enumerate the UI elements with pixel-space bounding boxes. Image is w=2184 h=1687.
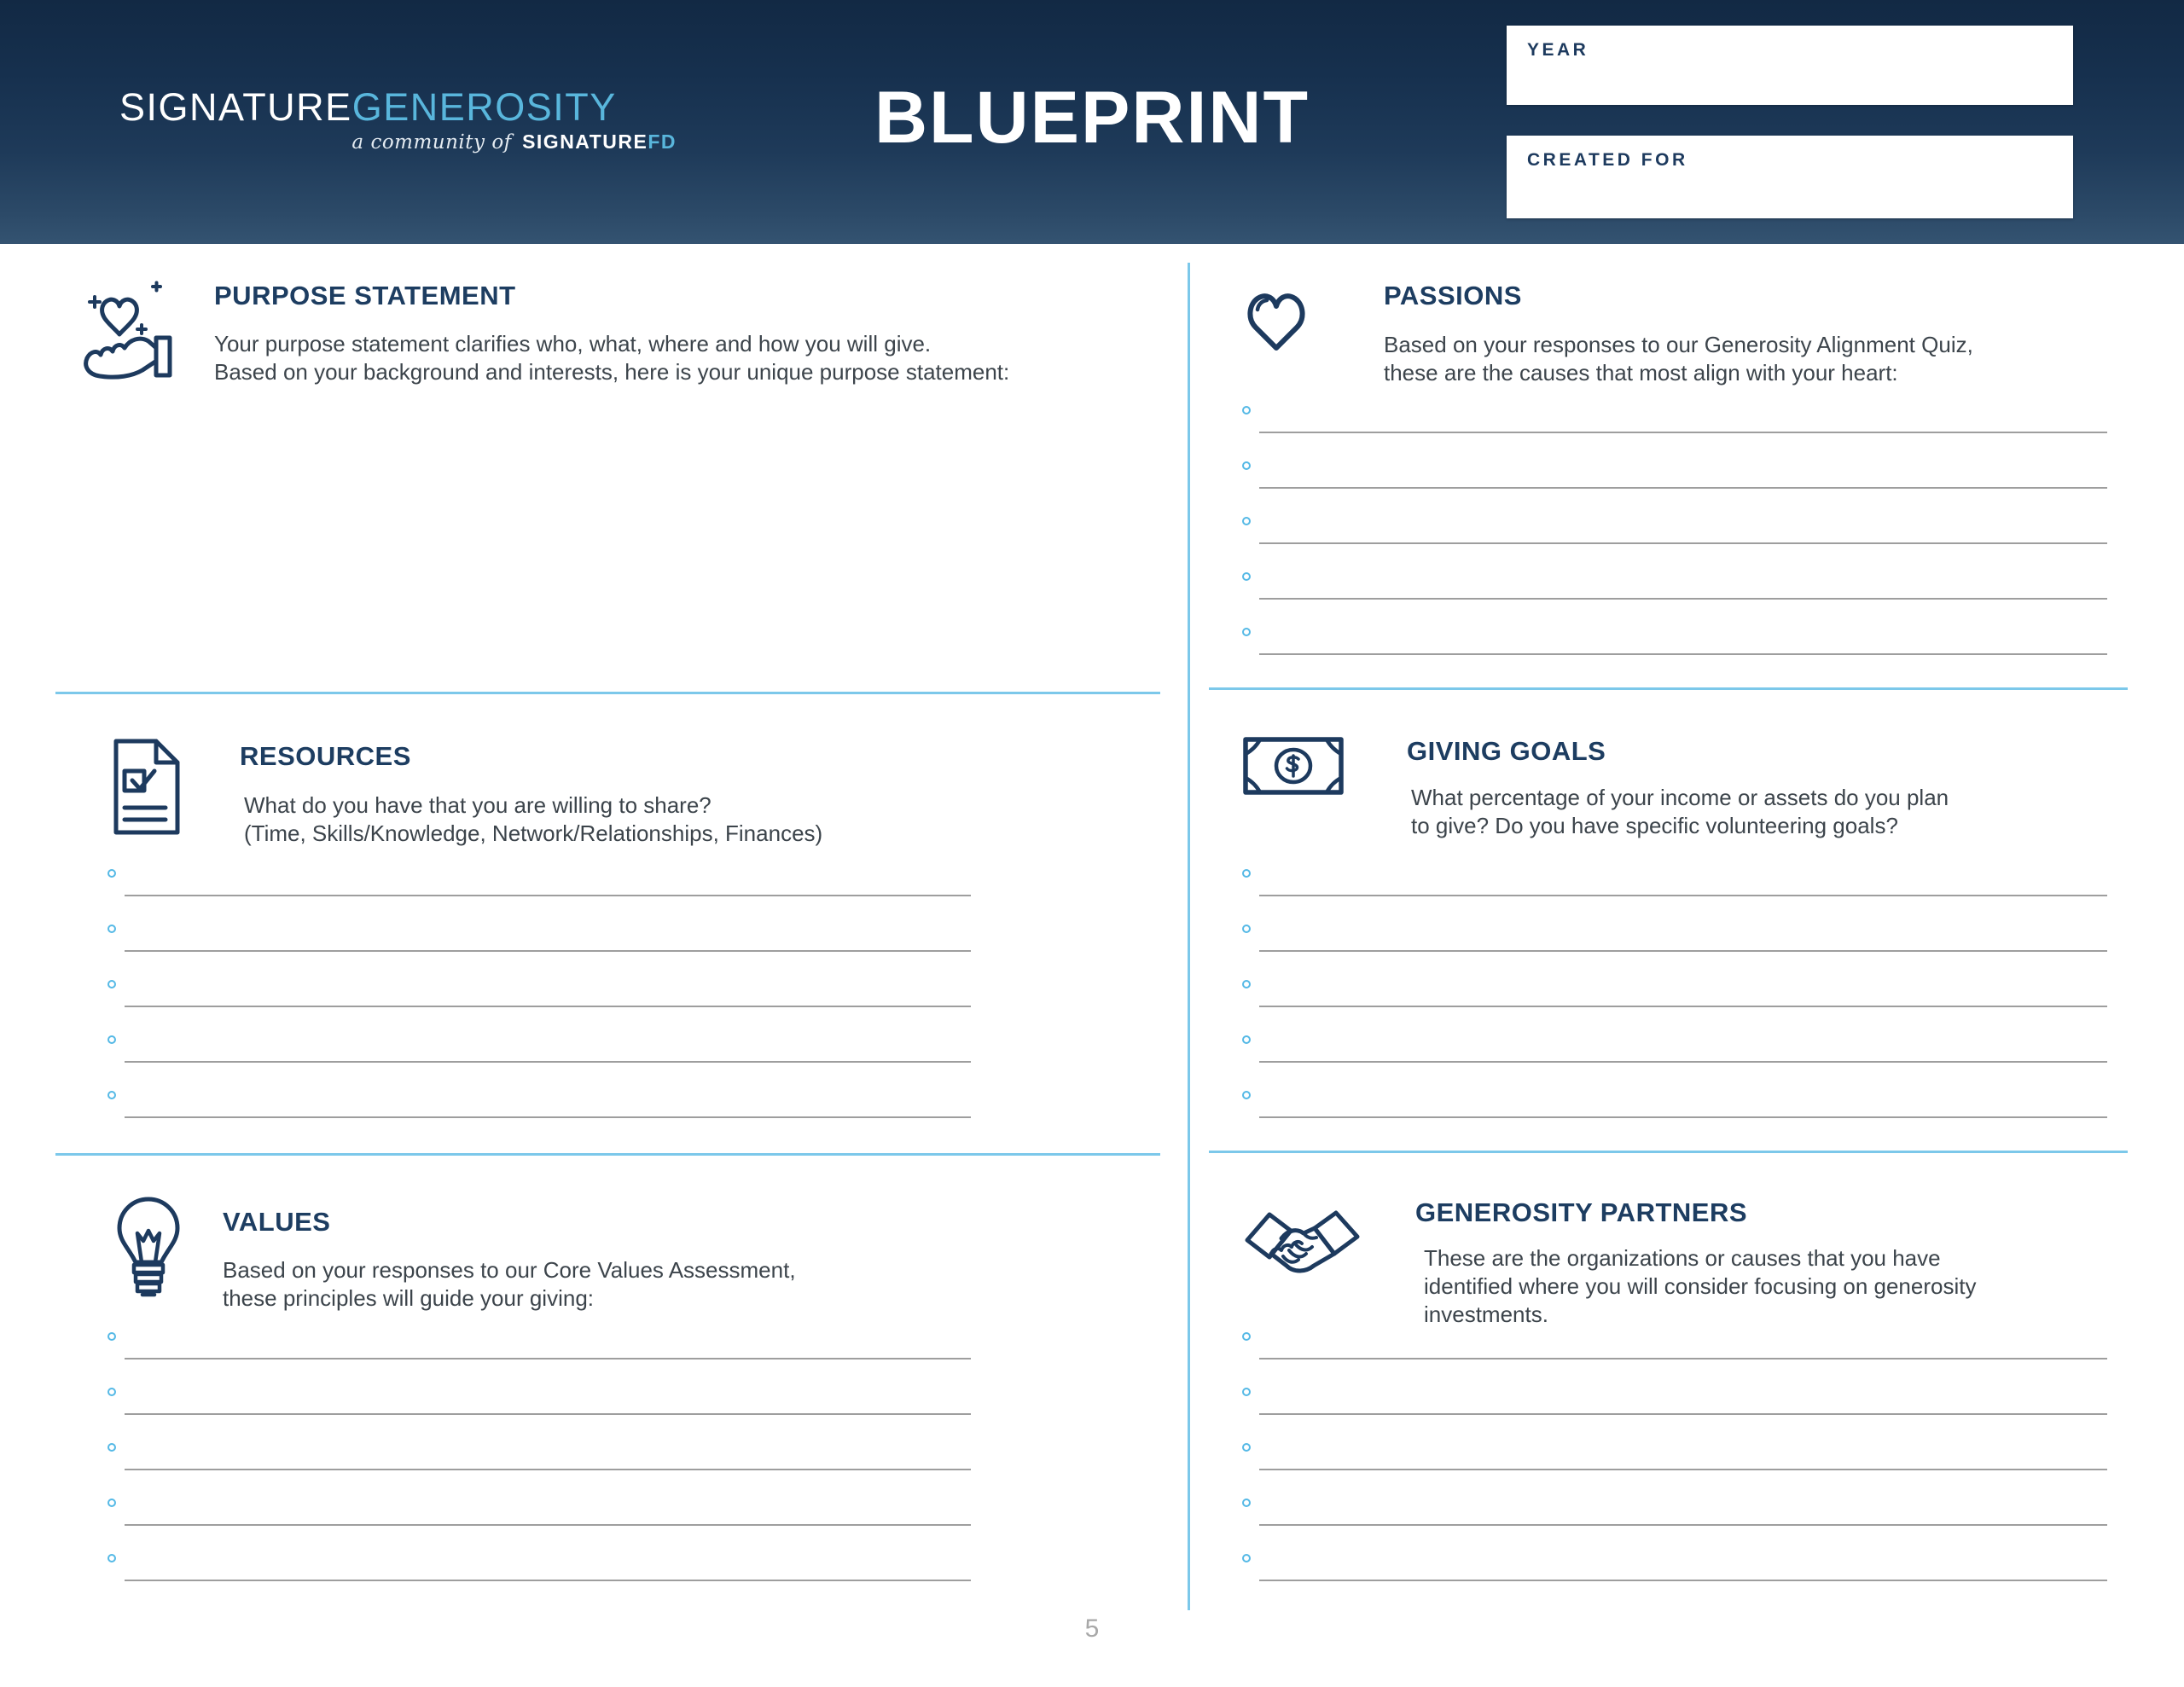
section-description [244, 791, 822, 848]
blank-rule [1259, 1116, 2107, 1118]
description-line: these principles will guide your giving: [223, 1285, 595, 1311]
bullet-ring-icon [1242, 517, 1251, 525]
left-divider-1 [55, 692, 1160, 694]
blank-rule [1259, 895, 2107, 896]
section-title: PURPOSE STATEMENT [214, 281, 516, 310]
section-description [1411, 784, 1949, 840]
blank-rule [1259, 1469, 2107, 1470]
left-divider-2 [55, 1153, 1160, 1156]
blank-rule [125, 950, 971, 952]
section-description [214, 330, 1009, 386]
bullet-ring-icon [1242, 980, 1251, 988]
description-line: to give? Do you have specific volunteering goals? [1411, 813, 1898, 838]
bullet-ring-icon [107, 980, 116, 988]
bullet-ring-icon [1242, 925, 1251, 933]
section-description [223, 1256, 796, 1313]
blank-rule [1259, 1358, 2107, 1359]
blank-rule [1259, 542, 2107, 544]
bullet-ring-icon [1242, 461, 1251, 470]
description-line: Based on your responses to our Generosity Alignment Quiz, [1384, 332, 1973, 357]
bullet-ring-icon [1242, 1388, 1251, 1396]
section-description [1384, 331, 1973, 387]
bullet-ring-icon [107, 1035, 116, 1044]
bullet-ring-icon [1242, 1332, 1251, 1341]
bullet-ring-icon [1242, 572, 1251, 581]
brand-logo-primary: SIGNATURE [119, 85, 352, 129]
bullet-ring-icon [1242, 869, 1251, 878]
blank-rule [125, 1116, 971, 1118]
blank-rule [1259, 653, 2107, 655]
bullet-ring-icon [107, 925, 116, 933]
blank-rule [125, 1006, 971, 1007]
section-title: VALUES [223, 1207, 331, 1237]
tagline-prefix: a community of [351, 131, 512, 154]
section-title: GIVING GOALS [1407, 736, 1606, 766]
description-line: these are the causes that most align with your heart: [1384, 360, 1898, 386]
tagline-accent: FD [648, 130, 677, 153]
description-line: What do you have that you are willing to share? [244, 792, 712, 818]
header-banner [0, 0, 2184, 244]
section-description [1424, 1244, 1976, 1329]
created-for-field-label: CREATED FOR [1527, 150, 1688, 170]
lightbulb-icon [113, 1194, 184, 1300]
blank-rule [1259, 1061, 2107, 1063]
bullet-ring-icon [107, 869, 116, 878]
bullet-ring-icon [1242, 1554, 1251, 1562]
page-title: BLUEPRINT [874, 77, 1310, 159]
blank-rule [1259, 1413, 2107, 1415]
description-line: What percentage of your income or assets do you plan [1411, 785, 1949, 810]
year-field-label: YEAR [1527, 40, 1589, 60]
bullet-ring-icon [1242, 1443, 1251, 1452]
bullet-ring-icon [1242, 1499, 1251, 1507]
blank-rule [125, 1061, 971, 1063]
description-line: investments. [1424, 1301, 1548, 1327]
bullet-ring-icon [107, 1332, 116, 1341]
blank-rule [1259, 950, 2107, 952]
blank-rule [1259, 1006, 2107, 1007]
bullet-ring-icon [107, 1388, 116, 1396]
description-line: Based on your background and interests, here is your unique purpose statement: [214, 359, 1010, 385]
center-column-divider [1188, 263, 1190, 1610]
bullet-ring-icon [107, 1554, 116, 1562]
blank-rule [1259, 1524, 2107, 1526]
created-for-field[interactable] [1507, 136, 2073, 218]
section-title: RESOURCES [240, 741, 411, 771]
blank-rule [1259, 487, 2107, 489]
bullet-ring-icon [1242, 1035, 1251, 1044]
year-field[interactable] [1507, 26, 2073, 105]
brand-logo-secondary: GENEROSITY [351, 85, 617, 129]
blank-rule [125, 1469, 971, 1470]
blank-rule [1259, 598, 2107, 600]
section-title: GENEROSITY PARTNERS [1415, 1197, 1748, 1227]
money-icon [1241, 735, 1345, 797]
description-line: identified where you will consider focusing on generosity [1424, 1273, 1977, 1299]
description-line: (Time, Skills/Knowledge, Network/Relationships, Finances) [244, 820, 823, 846]
heart-icon [1246, 283, 1307, 355]
right-divider-2 [1209, 1151, 2128, 1153]
blank-rule [1259, 432, 2107, 433]
blank-rule [125, 1524, 971, 1526]
description-line: Your purpose statement clarifies who, what, where and how you will give. [214, 331, 932, 357]
document-check-icon [112, 737, 182, 837]
section-title: PASSIONS [1384, 281, 1522, 310]
bullet-ring-icon [1242, 1091, 1251, 1099]
blank-rule [125, 1580, 971, 1581]
blank-rule [125, 1358, 971, 1359]
blank-rule [125, 895, 971, 896]
handshake-icon [1244, 1203, 1361, 1283]
bullet-ring-icon [107, 1443, 116, 1452]
giving-hand-icon [81, 280, 175, 389]
right-divider-1 [1209, 687, 2128, 690]
bullet-ring-icon [107, 1091, 116, 1099]
blank-rule [125, 1413, 971, 1415]
description-line: Based on your responses to our Core Values Assessment, [223, 1257, 796, 1283]
bullet-ring-icon [1242, 628, 1251, 636]
tagline-brand: SIGNATURE [522, 130, 648, 153]
blank-rule [1259, 1580, 2107, 1581]
bullet-ring-icon [1242, 406, 1251, 415]
bullet-ring-icon [107, 1499, 116, 1507]
description-line: These are the organizations or causes that you have [1424, 1245, 1941, 1271]
page-number: 5 [1084, 1615, 1100, 1643]
